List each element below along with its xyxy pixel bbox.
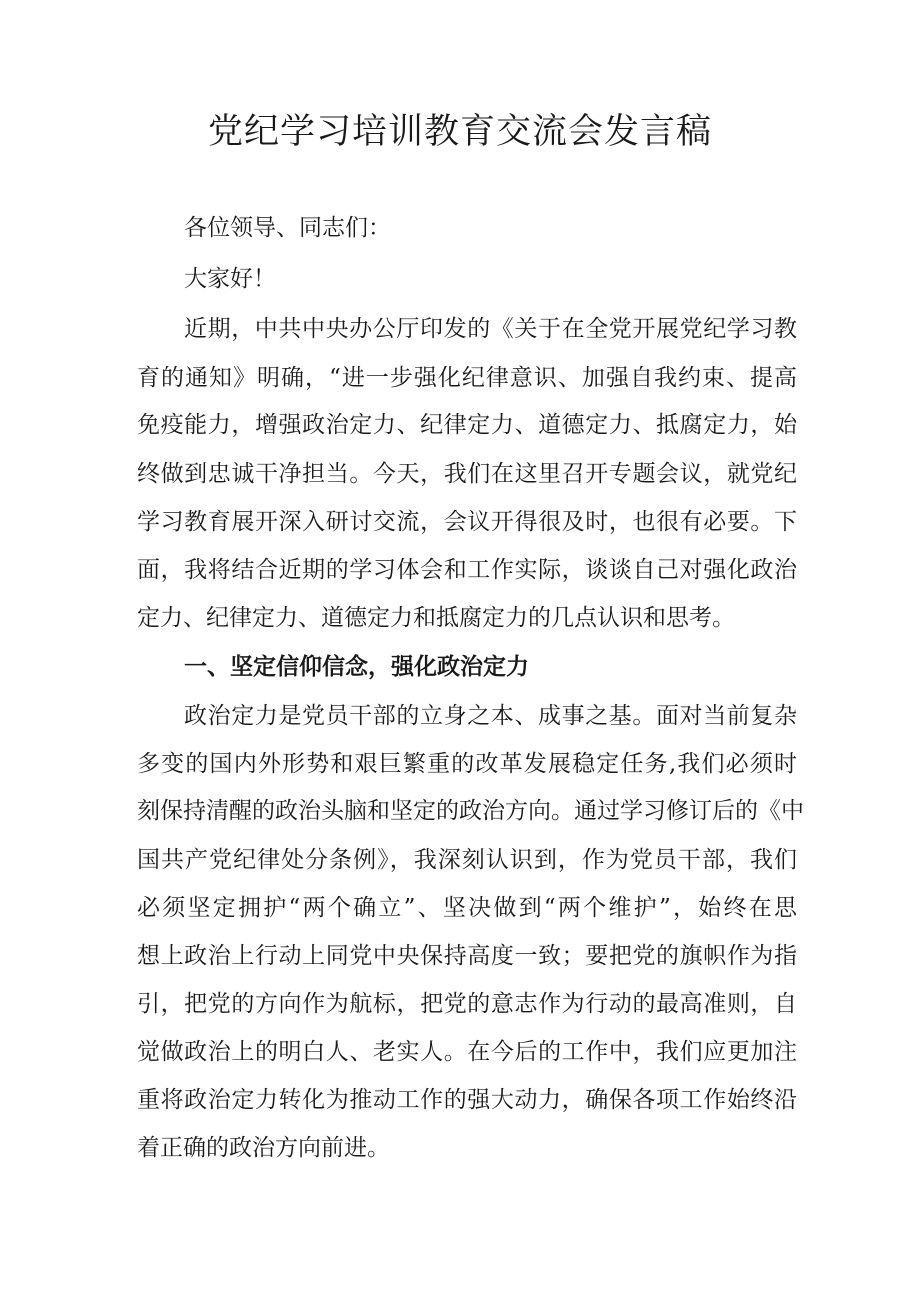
paragraph-line: 刻保持清醒的政治头脑和坚定的政治方向。通过学习修订后的《中 <box>137 798 804 824</box>
paragraph-line: 多变的国内外形势和艰巨繁重的改革发展稳定任务,我们必须时 <box>137 751 797 777</box>
paragraph-line: 终做到忠诚干净担当。今天，我们在这里召开专题会议，就党纪 <box>137 461 797 487</box>
paragraph-line: 觉做政治上的明白人、老实人。在今后的工作中，我们应更加注 <box>137 1039 797 1065</box>
paragraph-line: 面，我将结合近期的学习体会和工作实际，谈谈自己对强化政治 <box>137 557 797 583</box>
paragraph-line: 国共产党纪律处分条例》，我深刻认识到，作为党员干部，我们 <box>137 847 797 873</box>
salutation: 各位领导、同志们： <box>184 215 391 241</box>
paragraph-line: 近期，中共中央办公厅印发的《关于在全党开展党纪学习教 <box>184 316 797 342</box>
paragraph-line: 想上政治上行动上同党中央保持高度一致；要把党的旗帜作为指 <box>137 943 797 969</box>
paragraph-line: 引，把党的方向作为航标，把党的意志作为行动的最高准则，自 <box>137 991 797 1017</box>
section-heading: 一、坚定信仰信念，强化政治定力 <box>184 653 529 680</box>
paragraph-line: 免疫能力，增强政治定力、纪律定力、道德定力、抵腐定力，始 <box>137 412 797 438</box>
document-title: 党纪学习培训教育交流会发言稿 <box>207 112 712 152</box>
paragraph-line: 着正确的政治方向前进。 <box>137 1135 390 1161</box>
paragraph-line: 政治定力是党员干部的立身之本、成事之基。面对当前复杂 <box>184 703 797 729</box>
paragraph-line: 学习教育展开深入研讨交流，会议开得很及时，也很有必要。下 <box>137 509 797 535</box>
paragraph-line: 必须坚定拥护“两个确立”、坚决做到“两个维护”，始终在思 <box>137 895 797 921</box>
paragraph-line: 育的通知》明确，“进一步强化纪律意识、加强自我约束、提高 <box>137 365 797 391</box>
paragraph-line: 定力、纪律定力、道德定力和抵腐定力的几点认识和思考。 <box>137 605 735 631</box>
paragraph-line: 重将政治定力转化为推动工作的强大动力，确保各项工作始终沿 <box>137 1087 797 1113</box>
greeting: 大家好！ <box>184 266 276 292</box>
